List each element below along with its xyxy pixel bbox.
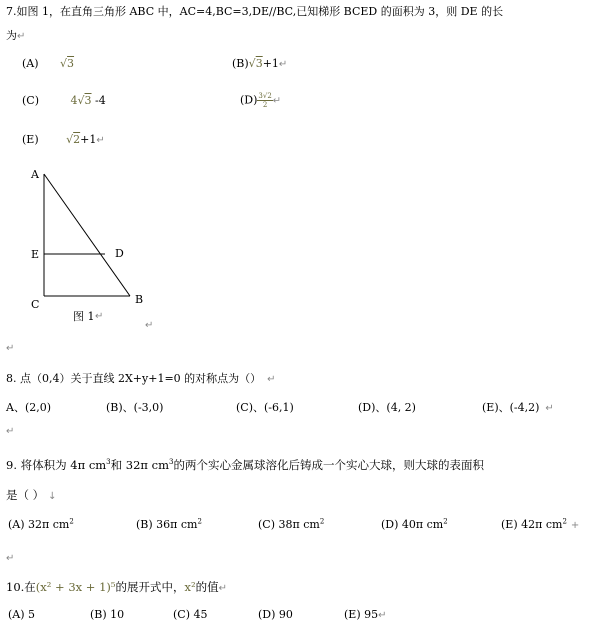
q7-option-a: (A) √3 [22,57,75,70]
q7-option-d-denominator: 2 [262,101,268,109]
q9-option-a [8,518,74,531]
q7-option-d-numerator: 3√2 [258,92,272,100]
q10-stem-part-c: 的值 [195,580,219,594]
paragraph-mark-icon: ↵ [6,343,15,354]
q10-option-a: (A) 5 [8,608,36,621]
q7-stem-line2-text: 为 [6,29,17,42]
q7-option-b-label: (B) [232,57,249,70]
q7-stem-line1: 7.如图 1，在直角三角形 ABC 中，AC=4,BC=3,DE//BC,已知梯形 BCED 的面积为 3，则 DE 的长 [6,5,504,18]
side-ab [44,174,130,296]
q8-stem [6,370,276,386]
q10-stem [6,579,227,595]
paragraph-mark-icon: ↵ [95,311,104,322]
q9-stem-line2 [6,487,57,503]
paragraph-mark-icon: ↵ [6,553,15,564]
q9-option-e-text: (E) 42π cm [501,518,563,531]
q10-option-c: (C) 45 [173,608,208,621]
q10-option-d: (D) 90 [258,608,293,621]
line-break-mark-icon: ↓ [48,491,57,502]
q7-option-e-label: (E) [22,133,39,146]
q8-option-a: A、(2,0) [6,401,52,414]
q9-option-c-text: (C) 38π cm [258,518,320,531]
vertex-d-label: D [115,247,124,260]
q10-expression: (x² + 3x + 1)⁵ [35,580,116,594]
paragraph-mark-icon: ↵ [545,403,554,414]
q9-option-d-text: (D) 40π cm [381,518,444,531]
q7-option-a-label: (A) [22,57,39,70]
q9-option-b-text: (B) 36π cm [136,518,198,531]
q7-option-d-label: (D) [240,93,258,107]
q7-option-d [240,92,281,109]
q9-option-d [381,518,448,531]
q8-stem-text: 8. 点（0,4）关于直线 2X+y+1=0 的对称点为（） [6,372,262,385]
q7-option-e-radicand: 2 [73,133,81,146]
q9-option-a-text: (A) 32π cm [8,518,70,531]
paragraph-mark-icon: ↵ [145,320,154,331]
q9-stem [6,457,484,473]
q7-figure-triangle [25,160,165,335]
q10-option-e [344,608,387,621]
q7-stem-line2 [6,27,25,43]
q7-option-e-suffix: +1 [80,133,97,146]
q10-option-e-text: (E) 95 [344,608,379,621]
q9-option-c-exp: 2 [319,517,325,526]
q7-option-c-suffix: -4 [95,94,106,107]
vertex-e-label: E [31,248,40,261]
q9-option-b [136,518,202,531]
q9-option-a-exp: 2 [69,517,74,526]
paragraph-mark-icon: ↵ [17,31,26,42]
paragraph-mark-icon: ↵ [6,426,15,437]
q9-exp-2: 3 [169,458,174,467]
q7-option-c-label: (C) [22,94,39,107]
q7-option-c-coef: 4 [70,94,78,107]
q7-option-a-radicand: 3 [67,57,75,70]
q7-option-b-suffix: +1 [262,57,279,70]
q7-option-b-radicand: 3 [255,57,263,70]
paragraph-mark-icon: ↵ [378,610,387,621]
q7-option-c: (C) 4√3 -4 [22,94,106,107]
q9-option-b-exp: 2 [197,517,202,526]
paragraph-mark-icon: ↵ [267,374,276,385]
q9-stem-line2-text: 是（ ） [6,488,45,502]
q8-option-d: (D)、(4, 2) [358,401,416,414]
q8-option-c: (C)、(-6,1) [236,401,294,414]
q7-option-e: (E) √2+1↵ [22,133,105,146]
paragraph-mark-icon: ↵ [218,583,227,594]
q9-stem-part-b: 和 32π cm [110,458,169,472]
q9-stem-part-c: 的两个实心金属球溶化后铸成一个实心大球，则大球的表面积 [173,458,484,472]
q9-option-e-exp: 2 [562,517,567,526]
vertex-c-label: C [31,298,40,311]
paragraph-mark-icon: ↵ [96,135,105,146]
q7-option-b: (B)√3+1↵ [232,57,288,70]
q9-exp-1: 3 [106,458,111,467]
q7-option-c-radicand: 3 [84,94,92,107]
q10-option-b: (B) 10 [90,608,125,621]
figure-caption: 图 1 [73,310,95,323]
q8-option-b: (B)、(-3,0) [106,401,164,414]
q10-stem-part-a: 10.在 [6,580,36,594]
paragraph-mark-icon: ↵ [272,95,282,107]
q10-stem-part-b: 的展开式中， [115,580,185,594]
vertex-a-label: A [31,168,39,181]
paragraph-mark-icon: ↵ [278,59,288,70]
q8-option-e [482,399,554,415]
vertex-b-label: B [135,293,144,306]
q9-option-c [258,518,324,531]
q9-option-d-exp: 2 [443,517,448,526]
q9-option-e: (E) 42π $cm^2$ + [501,517,580,531]
q9-stem-part-a: 9. 将体积为 4π cm [6,458,107,472]
q8-option-e-text: (E)、(-4,2) [482,401,540,414]
q7-option-d-fraction [257,92,272,109]
q10-term: x² [184,580,196,594]
